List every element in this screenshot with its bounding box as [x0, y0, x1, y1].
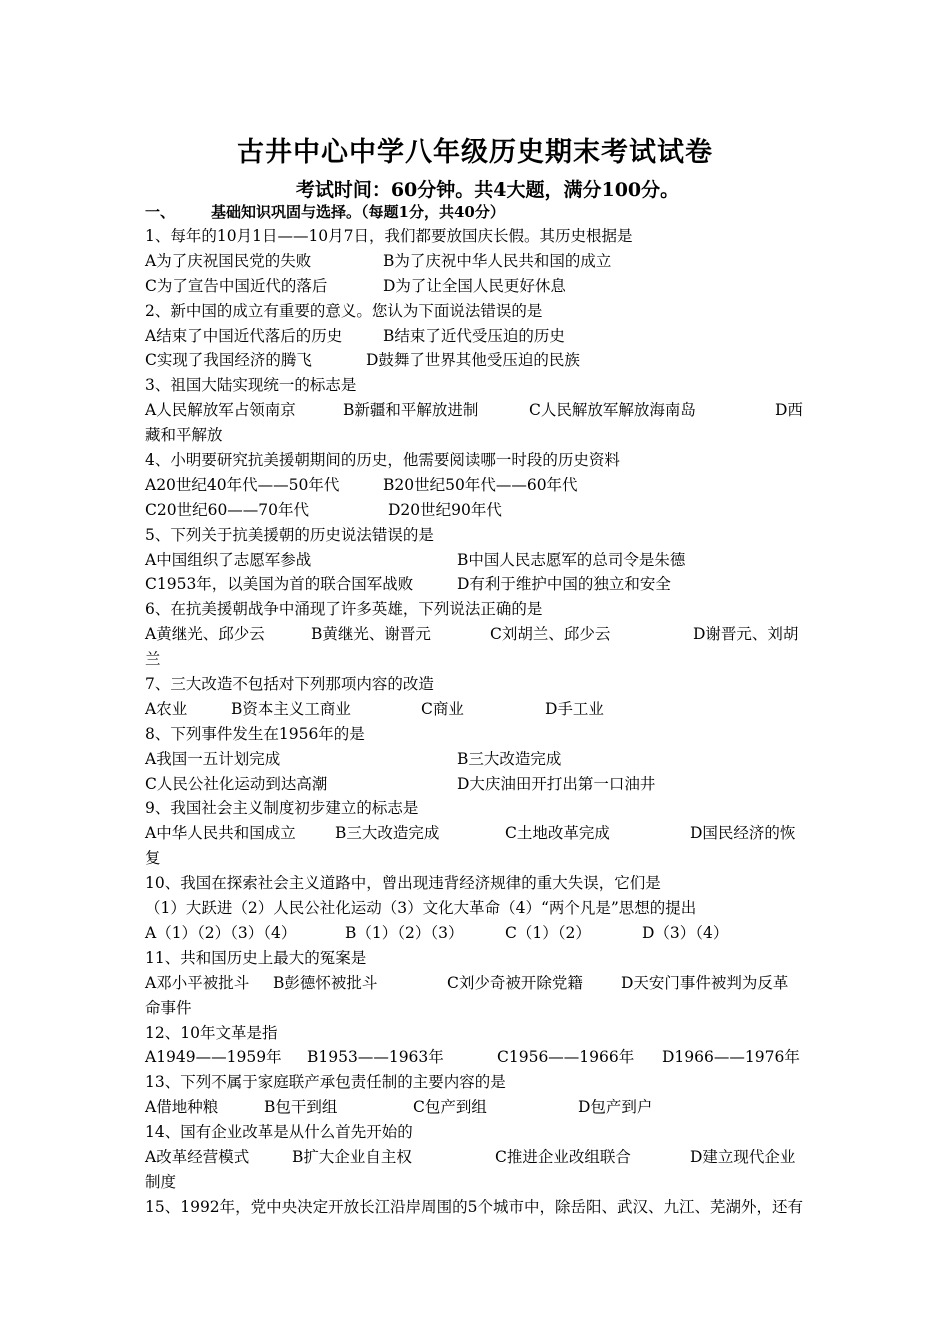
option-text: B新疆和平解放进制: [343, 401, 479, 420]
line-text: 14、国有企业改革是从什么首先开始的: [145, 1123, 413, 1142]
question-line: [145, 548, 810, 573]
line-text: C20世纪60——70年代: [145, 500, 310, 519]
question-line: [145, 1195, 810, 1220]
question-line: [145, 373, 810, 398]
option-text: B三大改造完成: [457, 749, 562, 768]
option-text: B三大改造完成: [335, 824, 440, 843]
option-text: C刘胡兰、邱少云: [490, 625, 611, 644]
question-line: [145, 871, 810, 896]
option-text: D（3）（4）: [642, 923, 729, 942]
line-text: 11、共和国历史上最大的冤案是: [145, 948, 367, 967]
question-line: [145, 1045, 810, 1070]
question-line: [145, 971, 810, 996]
line-text: A改革经营模式: [145, 1147, 250, 1166]
question-line: [145, 324, 810, 349]
line-text: A为了庆祝国民党的失败: [145, 251, 312, 270]
option-text: B资本主义工商业: [231, 699, 351, 718]
option-text: B（1）（2）（3）: [345, 923, 464, 942]
line-text: 15、1992年，党中央决定开放长江沿岸周围的5个城市中，除岳阳、武汉、九江、芜湖外，还有: [145, 1197, 804, 1216]
line-text: 3、祖国大陆实现统一的标志是: [145, 376, 357, 395]
line-text: 复: [145, 849, 161, 868]
line-text: 9、我国社会主义制度初步建立的标志是: [145, 799, 419, 818]
section-heading: [145, 201, 505, 222]
line-text: 7、三大改造不包括对下列那项内容的改造: [145, 675, 434, 694]
option-text: B结束了近代受压迫的历史: [383, 326, 565, 345]
exam-info: 考试时间：60分钟。共4大题，满分100分。: [295, 179, 680, 201]
option-text: C1956——1966年: [497, 1048, 635, 1067]
option-text: D谢晋元、刘胡: [693, 625, 799, 644]
option-text: D西: [775, 401, 803, 420]
option-text: D鼓舞了世界其他受压迫的民族: [366, 351, 580, 370]
line-text: A黄继光、邱少云: [145, 625, 265, 644]
question-line: [145, 672, 810, 697]
option-text: C商业: [421, 699, 464, 718]
option-text: B中国人民志愿军的总司令是朱德: [457, 550, 686, 569]
question-line: [145, 821, 810, 846]
option-text: B扩大企业自主权: [292, 1147, 412, 1166]
question-line: [145, 722, 810, 747]
question-line: [145, 921, 810, 946]
line-text: 10、我国在探索社会主义道路中，曾出现违背经济规律的重大失误，它们是: [145, 874, 661, 893]
option-text: B1953——1963年: [307, 1048, 444, 1067]
line-text: 命事件: [145, 998, 192, 1017]
option-text: B彭德怀被批斗: [273, 973, 378, 992]
question-line: [145, 1145, 810, 1170]
line-text: 6、在抗美援朝战争中涌现了许多英雄，下列说法正确的是: [145, 600, 543, 619]
line-text: 12、10年文革是指: [145, 1023, 278, 1042]
option-text: D手工业: [545, 699, 604, 718]
option-text: C人民解放军解放海南岛: [529, 401, 696, 420]
line-text: （1）大跃进（2）人民公社化运动（3）文化大革命（4）“两个凡是”思想的提出: [145, 899, 697, 918]
option-text: C推进企业改组联合: [495, 1147, 631, 1166]
question-line: [145, 1170, 810, 1195]
line-text: A邓小平被批斗: [145, 973, 250, 992]
line-text: A借地种粮: [145, 1098, 219, 1117]
option-text: D天安门事件被判为反革: [621, 973, 789, 992]
question-line: [145, 299, 810, 324]
line-text: C人民公社化运动到达高潮: [145, 774, 328, 793]
question-line: [145, 572, 810, 597]
page-title: 古井中心中学八年级历史期末考试试卷: [237, 137, 713, 168]
line-text: A农业: [145, 699, 188, 718]
line-text: C1953年，以美国为首的联合国军战败: [145, 575, 414, 594]
option-text: C（1）（2）: [505, 923, 591, 942]
question-line: [145, 597, 810, 622]
question-line: [145, 772, 810, 797]
question-line: [145, 473, 810, 498]
option-text: D为了让全国人民更好休息: [383, 276, 566, 295]
line-text: 4、小明要研究抗美援朝期间的历史，他需要阅读哪一时段的历史资料: [145, 451, 620, 470]
line-text: A我国一五计划完成: [145, 749, 281, 768]
option-text: D建立现代企业: [690, 1147, 796, 1166]
option-text: D20世纪90年代: [388, 500, 502, 519]
option-text: D国民经济的恢: [690, 824, 796, 843]
line-text: 藏和平解放: [145, 426, 223, 445]
line-text: A结束了中国近代落后的历史: [145, 326, 343, 345]
option-text: B为了庆祝中华人民共和国的成立: [383, 251, 612, 270]
question-line: [145, 523, 810, 548]
question-line: [145, 423, 810, 448]
question-line: [145, 946, 810, 971]
line-text: A20世纪40年代——50年代: [145, 475, 340, 494]
question-line: [145, 398, 810, 423]
question-line: [145, 796, 810, 821]
option-text: D1966——1976年: [662, 1048, 800, 1067]
question-line: [145, 1120, 810, 1145]
line-text: 8、下列事件发生在1956年的是: [145, 724, 365, 743]
line-text: C为了宣告中国近代的落后: [145, 276, 328, 295]
option-text: D有利于维护中国的独立和安全: [457, 575, 671, 594]
section-number: 一、: [145, 203, 176, 221]
option-text: C刘少奇被开除党籍: [447, 973, 583, 992]
question-list: [145, 224, 810, 1220]
line-text: A（1）（2）（3）（4）: [145, 923, 297, 942]
option-text: B20世纪50年代——60年代: [383, 475, 578, 494]
question-line: [145, 647, 810, 672]
line-text: A人民解放军占领南京: [145, 401, 296, 420]
question-line: [145, 249, 810, 274]
option-text: B包干到组: [264, 1098, 338, 1117]
line-text: C实现了我国经济的腾飞: [145, 351, 312, 370]
question-line: [145, 747, 810, 772]
line-text: 1、每年的10月1日——10月7日，我们都要放国庆长假。其历史根据是: [145, 227, 633, 245]
line-text: 13、下列不属于家庭联产承包责任制的主要内容的是: [145, 1073, 506, 1092]
option-text: C土地改革完成: [505, 824, 610, 843]
option-text: D包产到户: [578, 1098, 653, 1117]
question-line: [145, 846, 810, 871]
option-text: D大庆油田开打出第一口油井: [457, 774, 656, 793]
line-text: A1949——1959年: [145, 1048, 282, 1067]
question-line: [145, 224, 810, 249]
option-text: C包产到组: [413, 1098, 487, 1117]
question-line: [145, 348, 810, 373]
question-line: [145, 448, 810, 473]
section-text: 基础知识巩固与选择。（每题1分，共40分）: [211, 203, 505, 221]
line-text: 5、下列关于抗美援朝的历史说法错误的是: [145, 525, 434, 544]
question-line: [145, 274, 810, 299]
line-text: 兰: [145, 650, 161, 669]
question-line: [145, 622, 810, 647]
question-line: [145, 1021, 810, 1046]
question-line: [145, 896, 810, 921]
line-text: A中华人民共和国成立: [145, 824, 296, 843]
option-text: B黄继光、谢晋元: [311, 625, 431, 644]
question-line: [145, 1095, 810, 1120]
question-line: [145, 498, 810, 523]
line-text: A中国组织了志愿军参战: [145, 550, 312, 569]
line-text: 2、新中国的成立有重要的意义。您认为下面说法错误的是: [145, 301, 543, 320]
question-line: [145, 697, 810, 722]
question-line: [145, 1070, 810, 1095]
question-line: [145, 996, 810, 1021]
line-text: 制度: [145, 1172, 177, 1191]
